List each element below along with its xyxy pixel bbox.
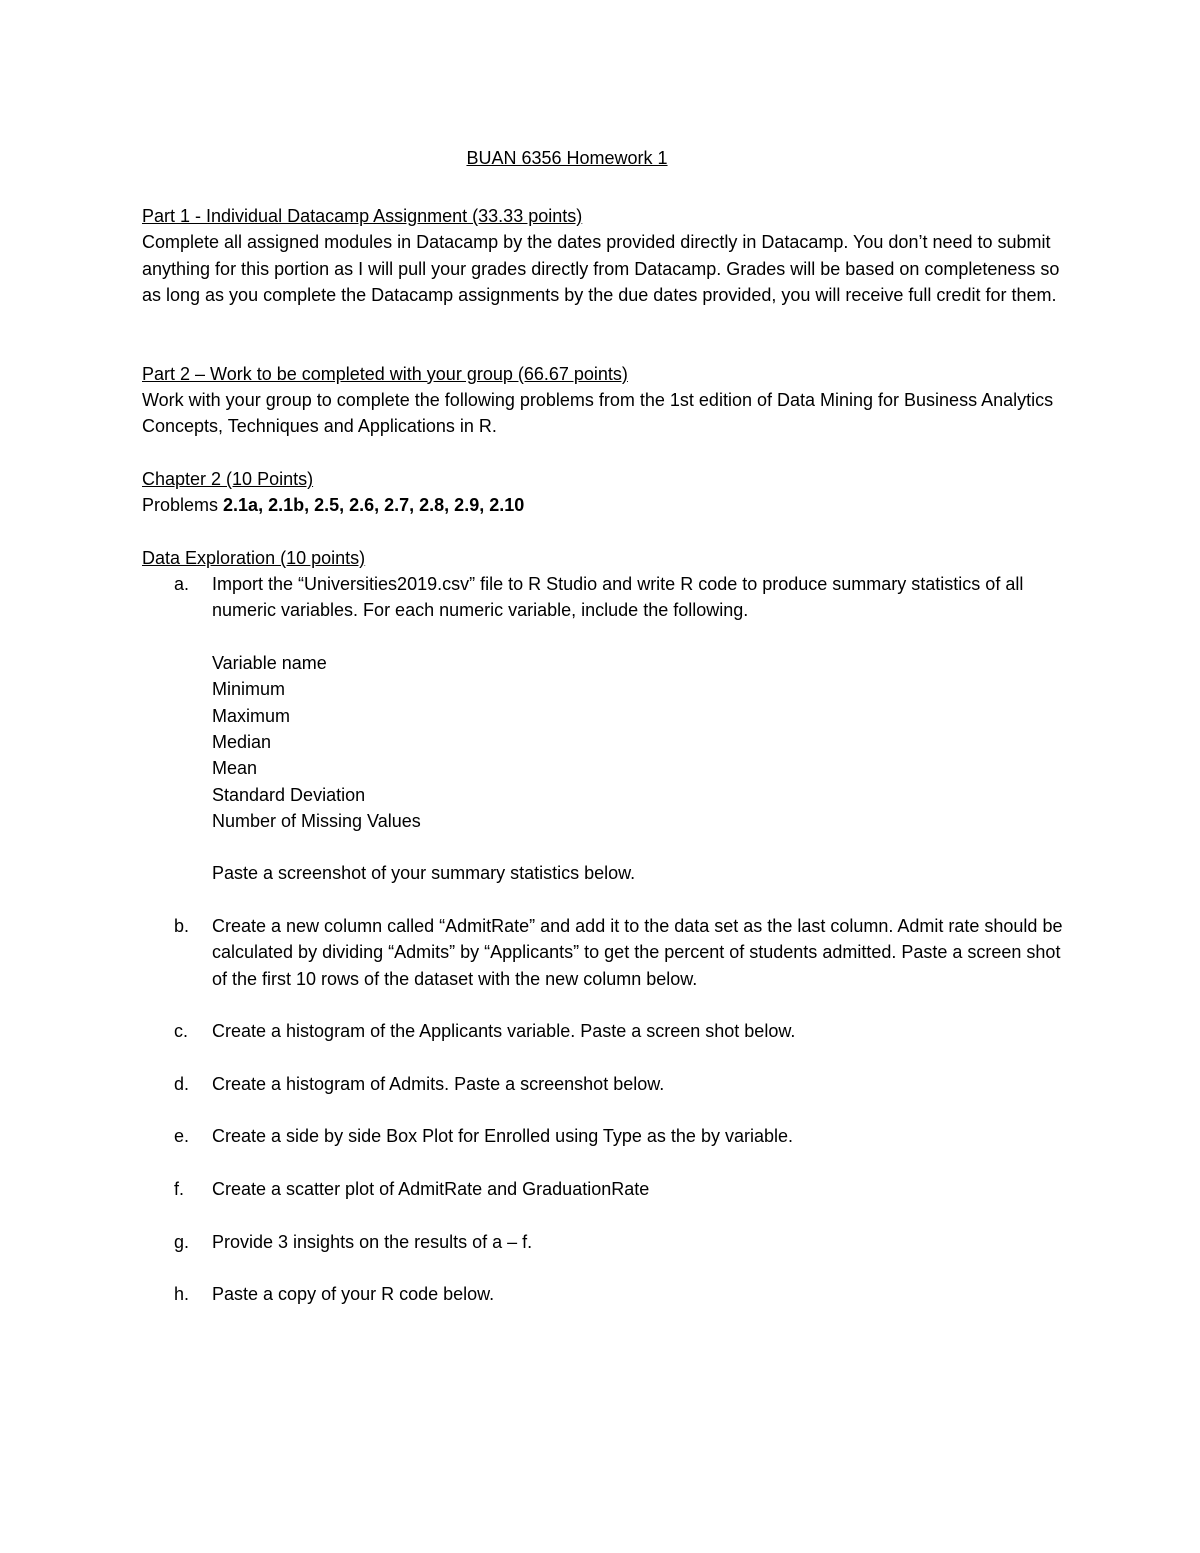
list-item: Minimum (212, 679, 286, 700)
list-item-d (142, 1071, 1072, 1124)
spacer (212, 834, 1072, 860)
list-item-after: Paste a screenshot of your summary statistics below. (212, 863, 636, 884)
list-item: Number of Missing Values (212, 810, 421, 831)
problems-prefix: Problems (142, 495, 224, 516)
part1-heading: Part 1 - Individual Datacamp Assignment (33.33 points) (142, 206, 583, 226)
list-item: Standard Deviation (212, 784, 366, 805)
chapter2-problems (142, 492, 1072, 518)
list-marker: e. (174, 1126, 190, 1147)
part2-body: Work with your group to complete the following problems from the 1st edition of Data Mining for Business Analytics Concepts, Techniques and Applications in R. (142, 390, 1054, 437)
list-item-text: Create a side by side Box Plot for Enrolled using Type as the by variable. (212, 1126, 793, 1147)
list-marker: g. (174, 1231, 190, 1252)
exploration-heading: Data Exploration (10 points) (142, 547, 366, 568)
list-item-text: Import the “Universities2019.csv” file to R Studio and write R code to produce summary statistics of all numeric variables. For each numeric variable, include the following. (212, 574, 1024, 621)
spacer (212, 1255, 1072, 1281)
spacer (212, 1150, 1072, 1176)
list-item-text: Provide 3 insights on the results of a – f. (212, 1231, 533, 1252)
list-item-b (142, 913, 1072, 1018)
list-item: Median (212, 731, 272, 752)
spacer (142, 440, 1072, 466)
document-title: BUAN 6356 Homework 1 (466, 148, 668, 168)
list-item-text: Create a new column called “AdmitRate” and add it to the data set as the last column. Admit rate should be calculated by dividing “Admits” by “Applicants” to get the percent of students admitted. Paste a screen shot of the first 10 rows of the dataset with the new column below. (212, 916, 1063, 989)
list-item-text: Create a histogram of Admits. Paste a screenshot below. (212, 1073, 665, 1094)
spacer (212, 992, 1072, 1018)
list-item-text: Paste a copy of your R code below. (212, 1284, 495, 1305)
spacer (142, 171, 1072, 203)
list-item: Mean (212, 758, 258, 779)
list-item-text: Create a scatter plot of AdmitRate and GraduationRate (212, 1178, 650, 1199)
list-item: Maximum (212, 705, 291, 726)
list-item-e (142, 1123, 1072, 1176)
spacer (212, 1202, 1072, 1228)
spacer (142, 519, 1072, 545)
stats-list (212, 650, 1072, 834)
spacer (212, 1097, 1072, 1123)
spacer (212, 1045, 1072, 1071)
list-item-a (142, 571, 1072, 913)
list-item: Variable name (212, 653, 327, 674)
list-item-h (142, 1281, 1072, 1307)
problems-list: 2.1a, 2.1b, 2.5, 2.6, 2.7, 2.8, 2.9, 2.10 (223, 495, 525, 516)
list-marker: d. (174, 1073, 190, 1094)
list-item-c (142, 1018, 1072, 1071)
list-marker: a. (174, 574, 190, 595)
part2-heading: Part 2 – Work to be completed with your group (66.67 points) (142, 363, 628, 384)
list-marker: b. (174, 916, 190, 937)
list-item-f (142, 1176, 1072, 1229)
exploration-list (142, 571, 1072, 1307)
list-item-text: Create a histogram of the Applicants variable. Paste a screen shot below. (212, 1021, 796, 1042)
part1-body: Complete all assigned modules in Datacamp by the dates provided directly in Datacamp. You don’t need to submit anything for this portion as I will pull your grades directly from Datacamp. Grades will be based on completeness so as long as you complete the Datacamp assignments by the due dates provided, you will receive full credit for them. (142, 232, 1060, 305)
spacer (142, 308, 1072, 361)
spacer (212, 887, 1072, 913)
chapter2-heading: Chapter 2 (10 Points) (142, 468, 314, 489)
document-page (142, 140, 1072, 1307)
list-marker: c. (174, 1021, 189, 1042)
list-marker: h. (174, 1284, 190, 1305)
list-item-g (142, 1229, 1072, 1282)
spacer (212, 624, 1072, 650)
list-marker: f. (174, 1178, 185, 1199)
